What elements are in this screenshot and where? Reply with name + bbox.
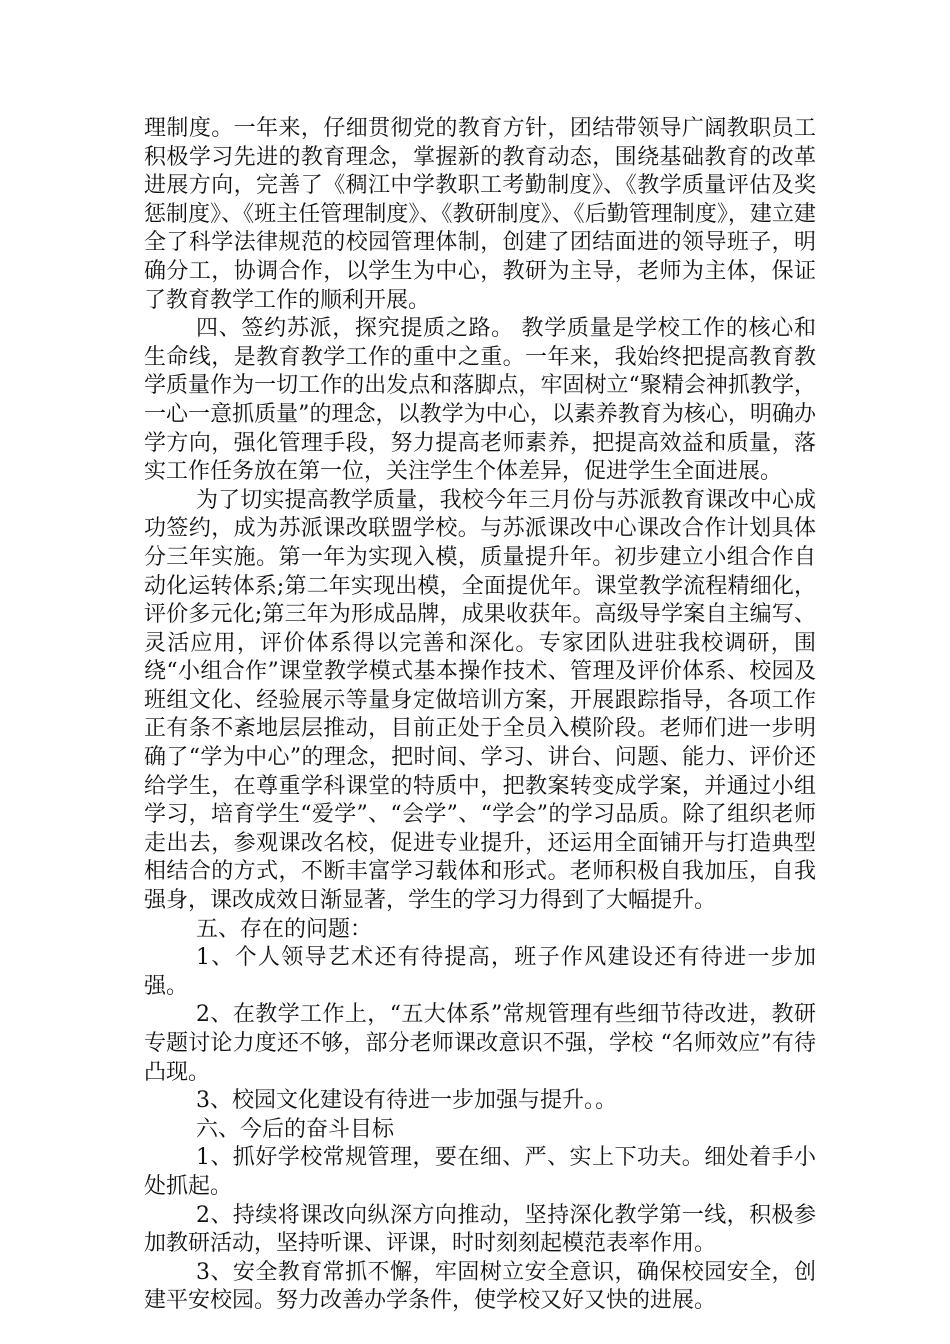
problem-item-2: 2、在教学工作上，“五大体系”常规管理有些细节待改进，教研专题讨论力度还不够，部分老师课改意识不强，学校 “名师效应”有待凸现。 bbox=[144, 1002, 816, 1085]
goal-item-3: 3、安全教育常抓不懈，牢固树立安全意识，确保校园安全，创建平安校园。努力改善办学条件，使学校又好又快的进展。 bbox=[144, 1259, 816, 1314]
document-page bbox=[144, 115, 816, 1316]
problem-item-3: 3、校园文化建设有待进一步加强与提升。。 bbox=[196, 1088, 617, 1114]
paragraph-section-four: 四、签约苏派，探究提质之路。 教学质量是学校工作的核心和生命线，是教育教学工作的重中之重。一年来，我始终把提高教育教学质量作为一切工作的出发点和落脚点，牢固树立“聚精会神抓教学，一心一意抓质量”的理念，以教学为中心，以素养教育为核心，明确办学方向，强化管理手段，努力提高老师素养，把提高效益和质量，落实工作任务放在第一位，关注学生个体差异，促进学生全面进展。 bbox=[144, 316, 816, 485]
heading-section-five: 五、存在的问题： bbox=[196, 916, 373, 942]
goal-item-1: 1、抓好学校常规管理，要在细、严、实上下功夫。细处着手小处抓起。 bbox=[144, 1145, 816, 1199]
goal-item-2: 2、持续将课改向纵深方向推动，坚持深化教学第一线，积极参加教研活动，坚持听课、评课，时时刻刻起模范表率作用。 bbox=[144, 1202, 816, 1257]
paragraph-management-system: 理制度。一年来，仔细贯彻党的教育方针，团结带领导广阔教职员工积极学习先进的教育理念，掌握新的教育动态，围绕基础教育的改革进展方向，完善了《稠江中学教职工考勤制度》、《教学质量评估及奖惩制度》、《班主任管理制度》、《教研制度》、《后勤管理制度》，建立建全了科学法律规范的校园管理体制，创建了团结面进的领导班子，明确分工，协调合作，以学生为中心，教研为主导，老师为主体，保证了教育教学工作的顺利开展。 bbox=[144, 116, 816, 313]
heading-section-six: 六、今后的奋斗目标 bbox=[196, 1116, 395, 1142]
problem-item-1: 1、个人领导艺术还有待提高，班子作风建设还有待进一步加强。 bbox=[144, 945, 816, 999]
paragraph-curriculum-reform: 为了切实提高教学质量，我校今年三月份与苏派教育课改中心成功签约，成为苏派课改联盟学校。与苏派课改中心课改合作计划具体分三年实施。第一年为实现入模，质量提升年。初步建立小组合作自动化运转体系;第二年实现出模，全面提优年。课堂教学流程精细化，评价多元化;第三年为形成品牌，成果收获年。高级导学案自主编写、灵活应用，评价体系得以完善和深化。专家团队进驻我校调研，围绕“小组合作”课堂教学模式基本操作技术、管理及评价体系、校园及班组文化、经验展示等量身定做培训方案，开展跟踪指导，各项工作正有条不紊地层层推动，目前正处于全员入模阶段。老师们进一步明确了“学为中心”的理念，把时间、学习、讲台、问题、能力、评价还给学生，在尊重学科课堂的特质中，把教案转变成学案，并通过小组学习，培育学生“爱学”、“会学”、“学会”的学习品质。除了组织老师走出去，参观课改名校，促进专业提升，还运用全面铺开与打造典型相结合的方式，不断丰富学习载体和形式。老师积极自我加压，自我强身，课改成效日渐显著，学生的学习力得到了大幅提升。 bbox=[144, 487, 816, 914]
